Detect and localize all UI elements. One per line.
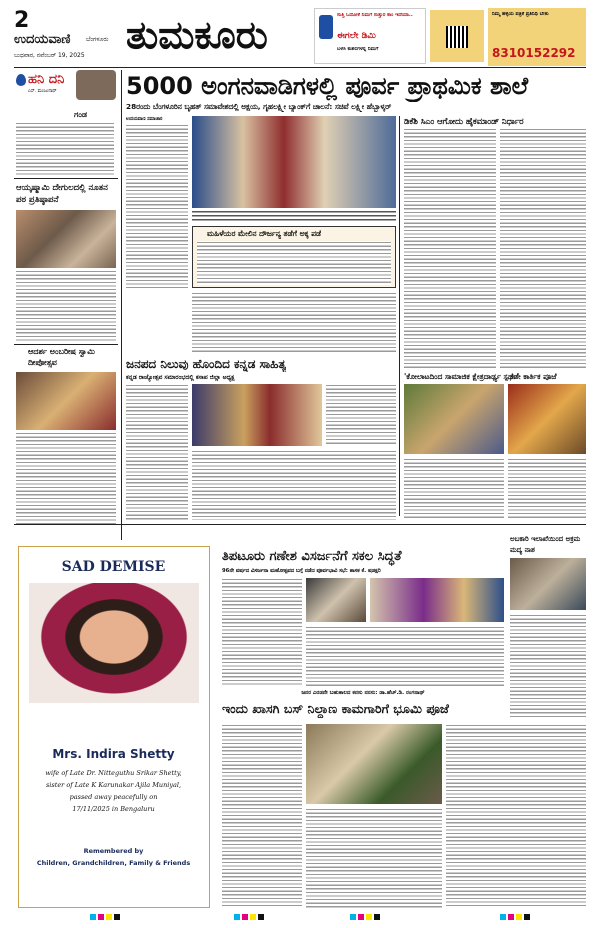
- ad-right: [488, 8, 586, 66]
- ganesha-subhead: 96ನೇ ವರ್ಷದ ವಿಸರ್ಜನಾ ಮಹೋತ್ಸವದ ಬಗ್ಗೆ ನಡೆದ ಪೂರ್ವಭಾವಿ ಸಭೆ: ಶಾಸಕ ಕೆ. ಷಡಕ್ಷರಿ: [222, 568, 381, 574]
- obituary-name: Mrs. Indira Shetty: [52, 747, 175, 761]
- registration-marks-4: [500, 914, 530, 920]
- right-text-2: [500, 128, 586, 368]
- story1-photo: [16, 210, 116, 268]
- ganesha-text: [222, 578, 302, 686]
- kartika-headline: ಕಡೇ ಕಾರ್ತಿಕ ಪೂಜೆ: [510, 372, 557, 381]
- poem-text: [16, 122, 114, 176]
- masthead-rule: [14, 67, 586, 68]
- ad-qr: [430, 10, 484, 62]
- lit-text: [126, 384, 188, 520]
- ad-right-text: ನಿಮ್ಮ ಹಳ್ಳಿಯ ಪತ್ರಿಕೆ ಪ್ರತಿನಿಧಿ ಬೇಕು: [492, 12, 549, 17]
- ganesha-text-2: [306, 626, 504, 686]
- bus-caption-line: ಜನರ ಎರಡನೇ ಬಹುಕಾಲದ ಕನಸು ನನಸು: ಡಾ.ಹೆಚ್.ಡಿ. ರಂಗನಾಥ್: [301, 690, 425, 696]
- obituary-line4: 17/11/2025 in Bengaluru: [72, 805, 155, 813]
- section-title: ತುಮಕೂರು: [126, 13, 268, 57]
- accident-photo: [510, 558, 586, 610]
- ganesha-photo-1: [306, 578, 366, 622]
- drop-icon: [16, 74, 26, 86]
- qr-icon: [446, 26, 468, 48]
- registration-marks-2: [234, 914, 264, 920]
- kartika-text: [508, 458, 586, 520]
- bus-text-2: [306, 808, 442, 908]
- story2-text: [16, 432, 116, 524]
- contest-text: [404, 458, 504, 520]
- accident-headline: ಅಬಕಾರಿ ಇಲಾಖೆಯಿಂದ ಅಕ್ರಮ ಮದ್ಯ ನಾಶ: [510, 535, 581, 554]
- page-number: 2: [14, 8, 30, 33]
- lead-text-col1: [126, 124, 188, 290]
- story1-headline: ಆಯ್ಕಷ್ಮಾಮಿ ದೇಗುಲದಲ್ಲಿ ನೂತನ ಪಠ ಪ್ರತಿಷ್ಠಾಪನೆ: [16, 183, 108, 205]
- registration-marks-3: [350, 914, 380, 920]
- phone-icon: [319, 15, 333, 39]
- lead-subhead: 28ರಂದು ಬೆಂಗಳೂರಿನ ಬೃಹತ್ ಸಮಾವೇಶದಲ್ಲಿ ಅಕ್ಷಯ, ಗೃಹಲಕ್ಷ್ಮೀ ಬ್ಯಾಂಕ್‌ಗೆ ಚಾಲನೆ: ಸಚಿವೆ ಲಕ್ಷ್ಮೀ ಹೆಬ್ಬಾಳ್ಕರ್: [126, 102, 392, 111]
- obituary-box: [18, 546, 210, 908]
- lead-photo: [192, 116, 396, 208]
- lead-dateline: ಉದಯವಾಣಿ ಸಮಾಚಾರ: [126, 117, 163, 122]
- lit-text-3: [326, 384, 396, 446]
- ganesha-headline: ತಿಪಟೂರು ಗಣೇಶ ವಿಸರ್ಜನೆಗೆ ಸಕಲ ಸಿದ್ಧತೆ: [222, 549, 402, 564]
- bus-text: [222, 724, 302, 908]
- obituary-photo: [29, 583, 199, 703]
- author-photo: [76, 70, 116, 100]
- lead-text-col2: [192, 292, 396, 352]
- brand: ಹನಿ ದನಿ: [28, 72, 65, 87]
- lit-headline: ಜನಪದ ನಿಲುವು ಹೊಂದಿದ ಕನ್ನಡ ಸಾಹಿತ್ಯ: [126, 357, 287, 371]
- ad-center-text3: ಬಳಸಿ ಕುಶಲಿಗಳನ್ನ ನಿಮಗೆ: [337, 47, 379, 52]
- brand-byline: ಎಸ್. ಮಂಜುನಾಥ್: [28, 89, 57, 94]
- contest-headline: 'ಕೋಲಾಟದಿಂದ ಸಾಮಾಜಿಕ ಕ್ಷೇತ್ರದಾರ್ಢ್ಯ ಸ್ಪರ್ಧೆ': [404, 372, 520, 381]
- ganesha-photo-2: [370, 578, 504, 622]
- kartika-photo: [508, 384, 586, 454]
- lead-divider: [399, 116, 400, 516]
- lit-subhead: ಕನ್ನಡ ರಾಜ್ಯೋತ್ಸವ ಸಮಾರಂಭದಲ್ಲಿ ಕಸಾಪ ಜಿಲ್ಲಾ ಅಧ್ಯಕ್ಷ: [126, 374, 235, 381]
- box-story: [192, 226, 396, 288]
- obituary-line3: passed away peacefully on: [69, 793, 158, 801]
- right-headline: ಡಿಕೆಶಿ ಸಿಎಂ ಆಗೋದು ಹೈಕಮಾಂಡ್ ನಿರ್ಧಾರ: [404, 116, 524, 126]
- left-rule-2: [14, 344, 118, 345]
- box-headline: ಮಹಿಳೆಯರ ಮೇಲಿನ ದೌರ್ಜನ್ಯ ತಡೆಗೆ ಅಕ್ಕ ಪಡೆ: [207, 229, 322, 238]
- box-text: [197, 241, 391, 285]
- obituary-family: Children, Grandchildren, Family & Friends: [36, 859, 191, 867]
- registration-marks: [90, 914, 120, 920]
- paper-name: ಉದಯವಾಣಿ: [14, 32, 71, 47]
- left-column: [14, 70, 118, 570]
- ad-phone: 8310152292: [492, 46, 576, 60]
- ad-center: [314, 8, 426, 64]
- mid-rule: [14, 524, 586, 525]
- contest-photo: [404, 384, 504, 454]
- lead-photo-caption: [192, 210, 396, 222]
- ad-center-text1: ಸುತ್ತಿ ಓದೋಕೆ ನಿಮಗೆ ಸುತ್ತುರ ಕಾಂ ಇದೆಯಾ..: [337, 13, 413, 18]
- story2-headline: ಆದರ್ಶ ಅಂಬರೀಷ ಸ್ವಾಮಿ ದೀಪೋತ್ಸವ: [28, 347, 95, 367]
- obituary-heading: SAD DEMISE: [61, 559, 166, 575]
- edition: ಬೆಂಗಳೂರು: [86, 36, 109, 43]
- left-rule-1: [14, 178, 118, 179]
- lit-text-2: [192, 450, 396, 520]
- lead-headline: 5000 ಅಂಗನವಾಡಿಗಳಲ್ಲಿ ಪೂರ್ವ ಪ್ರಾಥಮಿಕ ಶಾಲೆ: [126, 72, 529, 100]
- obituary-remembered: Remembered by: [83, 847, 144, 855]
- right-text: [404, 128, 496, 368]
- date: ಬುಧವಾರ, ನವೆಂಬರ್ 19, 2025: [14, 52, 85, 59]
- poem-title: ಗಂಡ: [74, 110, 87, 119]
- masthead: [14, 8, 586, 66]
- obituary-line2: sister of Late K Karunakar Ajila Muniyal,: [45, 781, 182, 789]
- column-divider: [121, 70, 122, 540]
- bus-headline: ಇಂದು ಖಾಸಗಿ ಬಸ್ ನಿಲ್ದಾಣ ಕಾಮಗಾರಿಗೆ ಭೂಮಿ ಪೂಜೆ: [222, 701, 449, 716]
- story2-photo: [16, 372, 116, 430]
- bus-text-3: [446, 724, 586, 908]
- bus-photo: [306, 724, 442, 804]
- story1-text: [16, 270, 116, 342]
- ad-center-text2: ಈಗಲೇ ಡಿಮಿ: [337, 31, 376, 41]
- lit-photo: [192, 384, 322, 446]
- obituary-line1: wife of Late Dr. Nitteguthu Srikar Shetty,: [45, 769, 182, 777]
